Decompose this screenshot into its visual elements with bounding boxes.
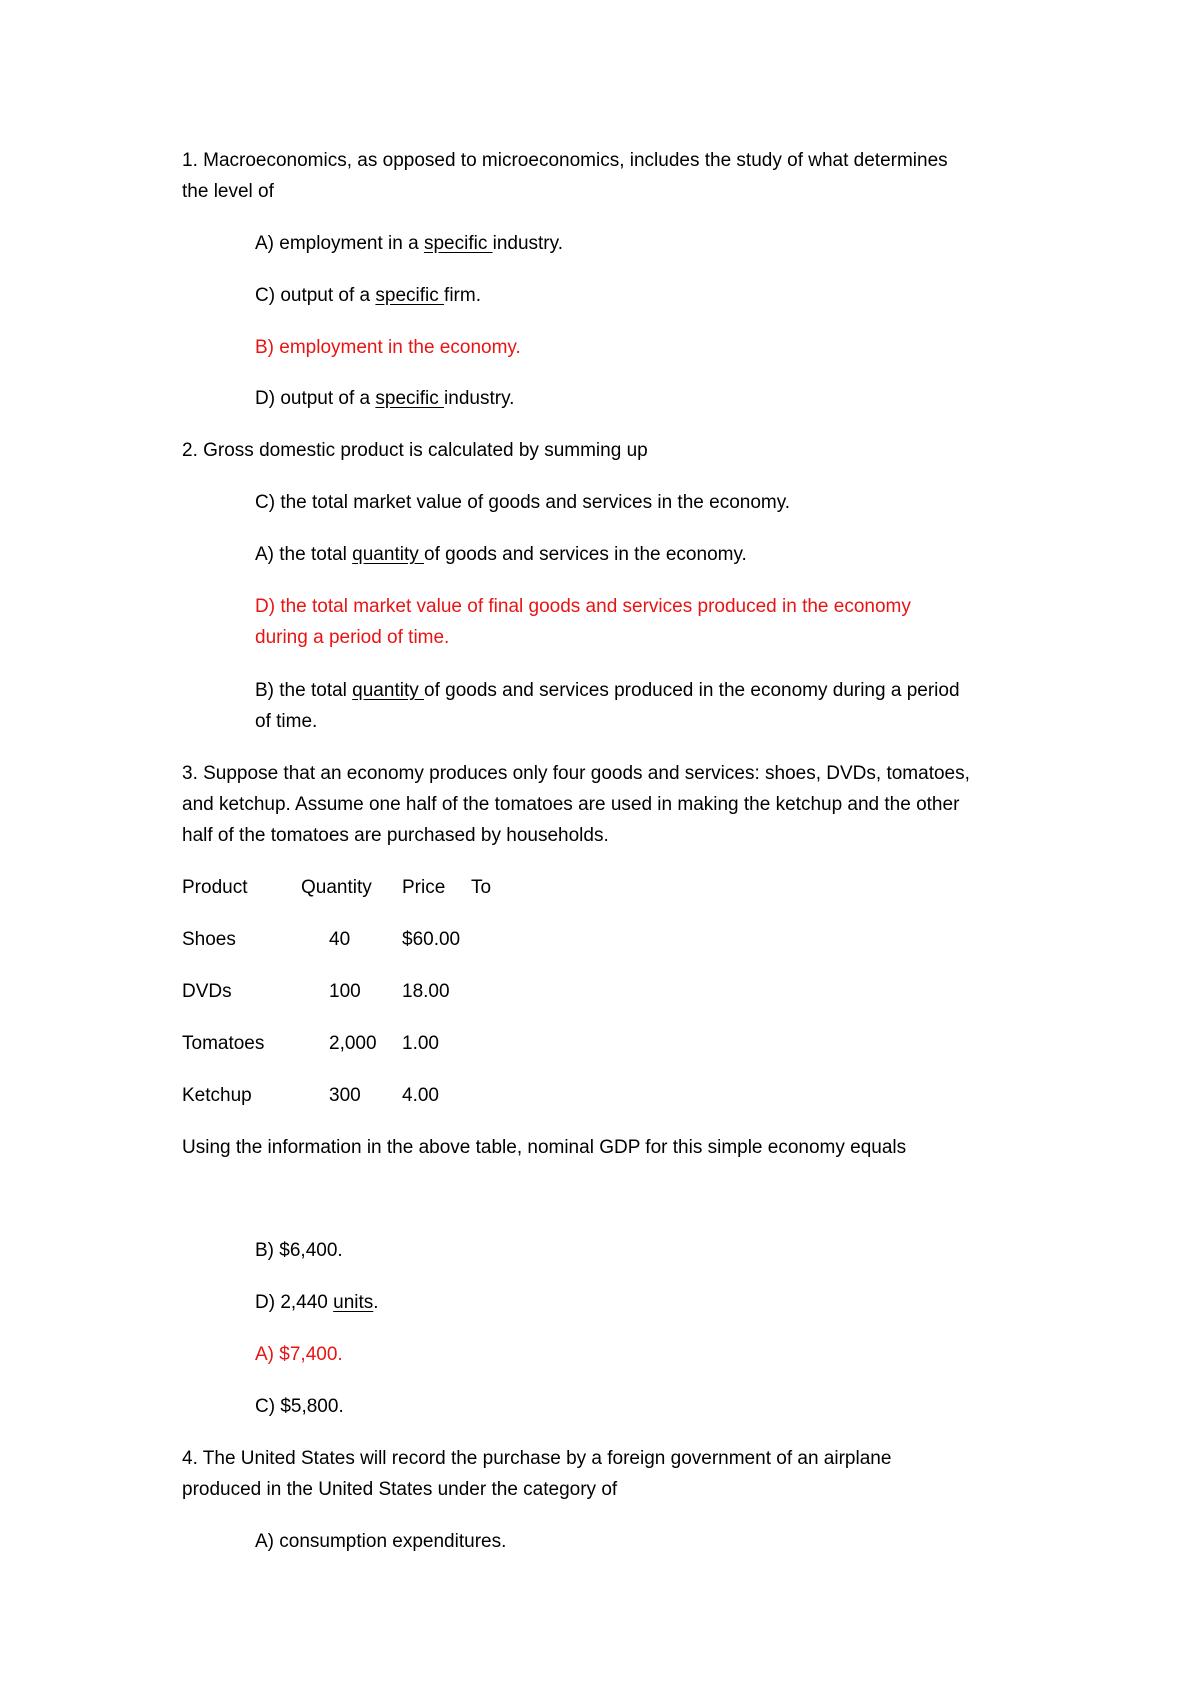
table-cell-price: 18.00	[402, 981, 450, 1002]
table-cell-product: Shoes	[182, 929, 236, 950]
question-4-text-cont: produced in the United States under the category of	[182, 1479, 618, 1500]
table-cell-quantity: 40	[329, 929, 351, 950]
question-4-text: 4. The United States will record the purchase by a foreign government of an airplane	[182, 1448, 892, 1469]
table-header-price: Price	[402, 877, 446, 898]
table-header-quantity: Quantity	[301, 877, 372, 898]
question-2-option-b: B) the total quantity of goods and services produced in the economy during a period	[255, 680, 960, 701]
question-1-option-c: C) output of a specific firm.	[255, 285, 481, 306]
question-3-prompt: Using the information in the above table, nominal GDP for this simple economy equals	[182, 1137, 907, 1158]
question-2-option-d-answer: D) the total market value of final goods and services produced in the economy	[255, 596, 911, 617]
table-header-product: Product	[182, 877, 248, 898]
question-1-text: 1. Macroeconomics, as opposed to microeconomics, includes the study of what determines	[182, 150, 948, 171]
table-cell-quantity: 300	[329, 1085, 361, 1106]
table-cell-price: $60.00	[402, 929, 461, 950]
question-1-option-a: A) employment in a specific industry.	[255, 233, 564, 254]
question-4-option-a: A) consumption expenditures.	[255, 1531, 507, 1552]
question-1-text-cont: the level of	[182, 181, 274, 202]
question-3-option-d: D) 2,440 units.	[255, 1292, 379, 1313]
table-cell-quantity: 2,000	[329, 1033, 377, 1054]
question-3-text: 3. Suppose that an economy produces only four goods and services: shoes, DVDs, tomatoes,	[182, 763, 970, 784]
question-3-option-c: C) $5,800.	[255, 1396, 344, 1417]
question-3-text-cont-1: and ketchup. Assume one half of the tomatoes are used in making the ketchup and the other	[182, 794, 960, 815]
question-2-option-b-cont: of time.	[255, 711, 318, 732]
table-cell-quantity: 100	[329, 981, 361, 1002]
table-cell-price: 1.00	[402, 1033, 439, 1054]
table-header-total: To	[471, 877, 492, 898]
table-cell-product: Tomatoes	[182, 1033, 265, 1054]
question-3-option-b: B) $6,400.	[255, 1240, 343, 1261]
table-cell-price: 4.00	[402, 1085, 439, 1106]
question-3-option-a-answer: A) $7,400.	[255, 1344, 343, 1365]
question-2-option-a: A) the total quantity of goods and services in the economy.	[255, 544, 747, 565]
question-2-option-c: C) the total market value of goods and services in the economy.	[255, 492, 791, 513]
table-cell-product: Ketchup	[182, 1085, 252, 1106]
question-2-option-d-answer-cont: during a period of time.	[255, 627, 450, 648]
question-1-option-b-answer: B) employment in the economy.	[255, 337, 521, 358]
question-3-text-cont-2: half of the tomatoes are purchased by households.	[182, 825, 609, 846]
question-1-option-d: D) output of a specific industry.	[255, 388, 515, 409]
table-cell-product: DVDs	[182, 981, 232, 1002]
question-2-text: 2. Gross domestic product is calculated by summing up	[182, 440, 648, 461]
